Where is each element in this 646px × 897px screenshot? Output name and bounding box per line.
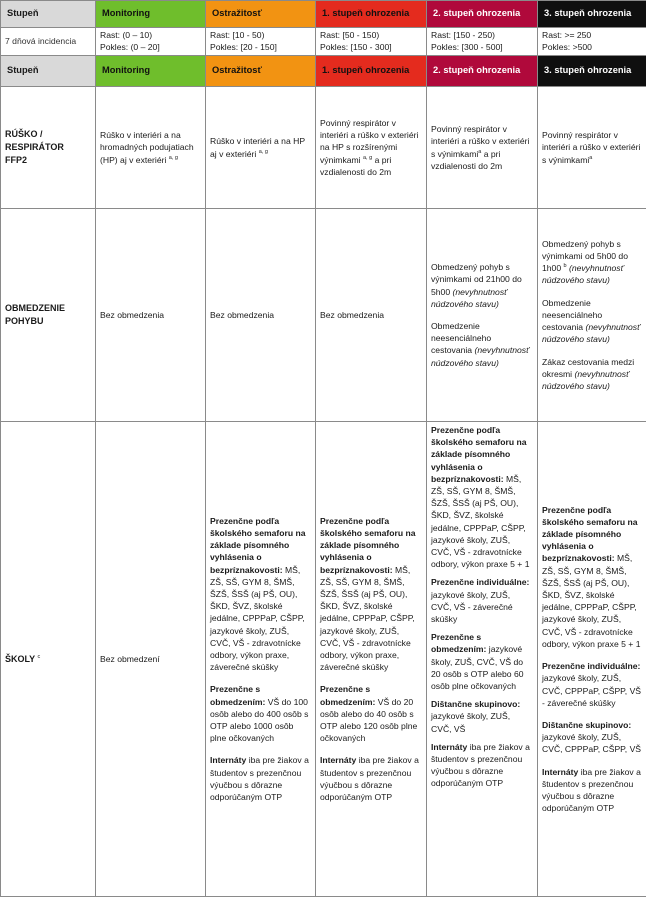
header-row <box>1 1 646 28</box>
pohyb-ostrazitost: Bez obmedzenia <box>206 209 316 422</box>
level-stupen-3: 3. stupeň ohrozenia <box>538 56 646 87</box>
incidence-stupen-1: Rast: [50 - 150) Pokles: [150 - 300] <box>316 28 427 56</box>
pohyb-stupen-1: Bez obmedzenia <box>316 209 427 422</box>
incidence-monitoring: Rast: (0 – 10) Pokles: (0 – 20] <box>96 28 206 56</box>
level-monitoring: Monitoring <box>96 56 206 87</box>
pohyb-stupen-3: Obmedzený pohyb s výnimkami od 5h00 do 1h00 $^b$ (nevyhnutnosť núdzového stavu) Obmedzenie neesenciálneho cestovania (nevyhnutnosť núdzového stavu) Zákaz cestovania medzi okresmi (nevyhnutnosť núdzového stavu) <box>538 209 646 422</box>
incidence-row <box>1 28 646 56</box>
skoly-stupen-3: Prezenčne podľa školského semaforu na základe písomného vyhlásenia o bezpríznakovosti: MŠ, ZŠ, SŠ, GYM 8, ŠMŠ, ŠZŠ, ŠSŠ (aj PŠ, OU), ŠKD, ŠVZ, školské jedálne, CPPPaP, CŠPP, jazykové školy, ZUŠ, CVČ, VŠ - zdravotnícke odbory, výkon praxe 5 + 1 Prezenčne individuálne: jazykové školy, ZUŠ, CVČ, CPPPaP, CŠPP, VŠ - záverečné skúšky Dištančne skupinovo: jazykové školy, ZUŠ, CVČ, CPPPaP, CŠPP, VŠ Internáty iba pre žiakov a študentov s prezenčnou výučbou s dôrazne odporúčaným OTP <box>538 422 646 897</box>
skoly-stupen-2: Prezenčne podľa školského semaforu na základe písomného vyhlásenia o bezpríznakovosti: MŠ, ZŠ, SŠ, GYM 8, ŠMŠ, ŠZŠ, ŠSŠ (aj PŠ, OU), ŠKD, ŠVZ, školské jedálne, CPPPaP, CŠPP, jazykové školy, ZUŠ, CVČ, VŠ - zdravotnícke odbory, výkon praxe 5 + 1 Prezenčne individuálne: jazykové školy, ZUŠ, CVČ, VŠ - záverečné skúšky Prezenčne s obmedzením: jazykové školy, ZUŠ, CVČ, VŠ do 20 osôb s OTP alebo 60 osôb plne očkovaných Dištančne skupinovo: jazykové školy, ZUŠ, CVČ, VŠ Internáty iba pre žiakov a študentov s prezenčnou výučbou s dôrazne odporúčaným OTP <box>427 422 538 897</box>
level-stupen-3: 3. stupeň ohrozenia <box>538 1 646 28</box>
skoly-ostrazitost: Prezenčne podľa školského semaforu na základe písomného vyhlásenia o bezpríznakovosti: MŠ, ZŠ, SŠ, GYM 8, ŠMŠ, ŠZŠ, ŠSŠ (aj PŠ, OU), ŠKD, ŠVZ, školské jedálne, CPPPaP, CŠPP, jazykové školy, ZUŠ, CVČ, VŠ - zdravotnícke odbory, výkon praxe, záverečné skúšky Prezenčne s obmedzením: VŠ do 100 osôb alebo do 400 osôb s OTP alebo 1000 osôb plne očkovaných Internáty iba pre žiakov a študentov s prezenčnou výučbou s dôrazne odporúčaným OTP <box>206 422 316 897</box>
rusko-row <box>1 87 646 209</box>
incidence-label: 7 dňová incidencia <box>1 28 96 56</box>
level-monitoring: Monitoring <box>96 1 206 28</box>
incidence-stupen-2: Rast: [150 - 250) Pokles: [300 - 500] <box>427 28 538 56</box>
level-stupen-1: 1. stupeň ohrozenia <box>316 1 427 28</box>
level-stupen-2: 2. stupeň ohrozenia <box>427 56 538 87</box>
pohyb-row <box>1 209 646 422</box>
rusko-monitoring: Rúško v interiéri a na hromadných podujatiach (HP) aj v exteriéri $^{a, g}$ <box>96 87 206 209</box>
header-label: Stupeň <box>1 56 96 87</box>
rusko-ostrazitost: Rúško v interiéri a na HP aj v exteriéri $^{a, g}$ <box>206 87 316 209</box>
skoly-row <box>1 422 646 897</box>
pohyb-label: OBMEDZENIE POHYBU <box>1 209 96 422</box>
pohyb-stupen-2: Obmedzený pohyb s výnimkami od 21h00 do 5h00 (nevyhnutnosť núdzového stavu) Obmedzenie neesenciálneho cestovania (nevyhnutnosť núdzového stavu) <box>427 209 538 422</box>
header-row-2 <box>1 56 646 87</box>
rusko-stupen-1: Povinný respirátor v interiéri a rúško v exteriéri na HP s rozšírenými výnimkami $^{a, g}$ a pri vzdialenosti do 2m <box>316 87 427 209</box>
level-stupen-2: 2. stupeň ohrozenia <box>427 1 538 28</box>
incidence-stupen-3: Rast: >= 250 Pokles: >500 <box>538 28 646 56</box>
level-ostrazitost: Ostražitosť <box>206 1 316 28</box>
rusko-stupen-2: Povinný respirátor v interiéri a rúško v exteriéri s výnimkami$^a$ a pri vzdialenosti do 2m <box>427 87 538 209</box>
level-stupen-1: 1. stupeň ohrozenia <box>316 56 427 87</box>
rusko-label: RÚŠKO / RESPIRÁTOR FFP2 <box>1 87 96 209</box>
skoly-label: ŠKOLY $^c$ <box>1 422 96 897</box>
pohyb-monitoring: Bez obmedzenia <box>96 209 206 422</box>
skoly-stupen-1: Prezenčne podľa školského semaforu na základe písomného vyhlásenia o bezpríznakovosti: MŠ, ZŠ, SŠ, GYM 8, ŠMŠ, ŠZŠ, ŠSŠ (aj PŠ, OU), ŠKD, ŠVZ, školské jedálne, CPPPaP, CŠPP, jazykové školy, ZUŠ, CVČ, VŠ - zdravotnícke odbory, výkon praxe, záverečné skúšky Prezenčne s obmedzením: VŠ do 20 osôb alebo do 40 osôb s OTP alebo 120 osôb plne očkovaných Internáty iba pre žiakov a študentov s prezenčnou výučbou s dôrazne odporúčaným OTP <box>316 422 427 897</box>
incidence-ostrazitost: Rast: [10 - 50) Pokles: [20 - 150] <box>206 28 316 56</box>
header-label: Stupeň <box>1 1 96 28</box>
level-ostrazitost: Ostražitosť <box>206 56 316 87</box>
rusko-stupen-3: Povinný respirátor v interiéri a rúško v exteriéri s výnimkami$^a$ <box>538 87 646 209</box>
skoly-monitoring: Bez obmedzení <box>96 422 206 897</box>
